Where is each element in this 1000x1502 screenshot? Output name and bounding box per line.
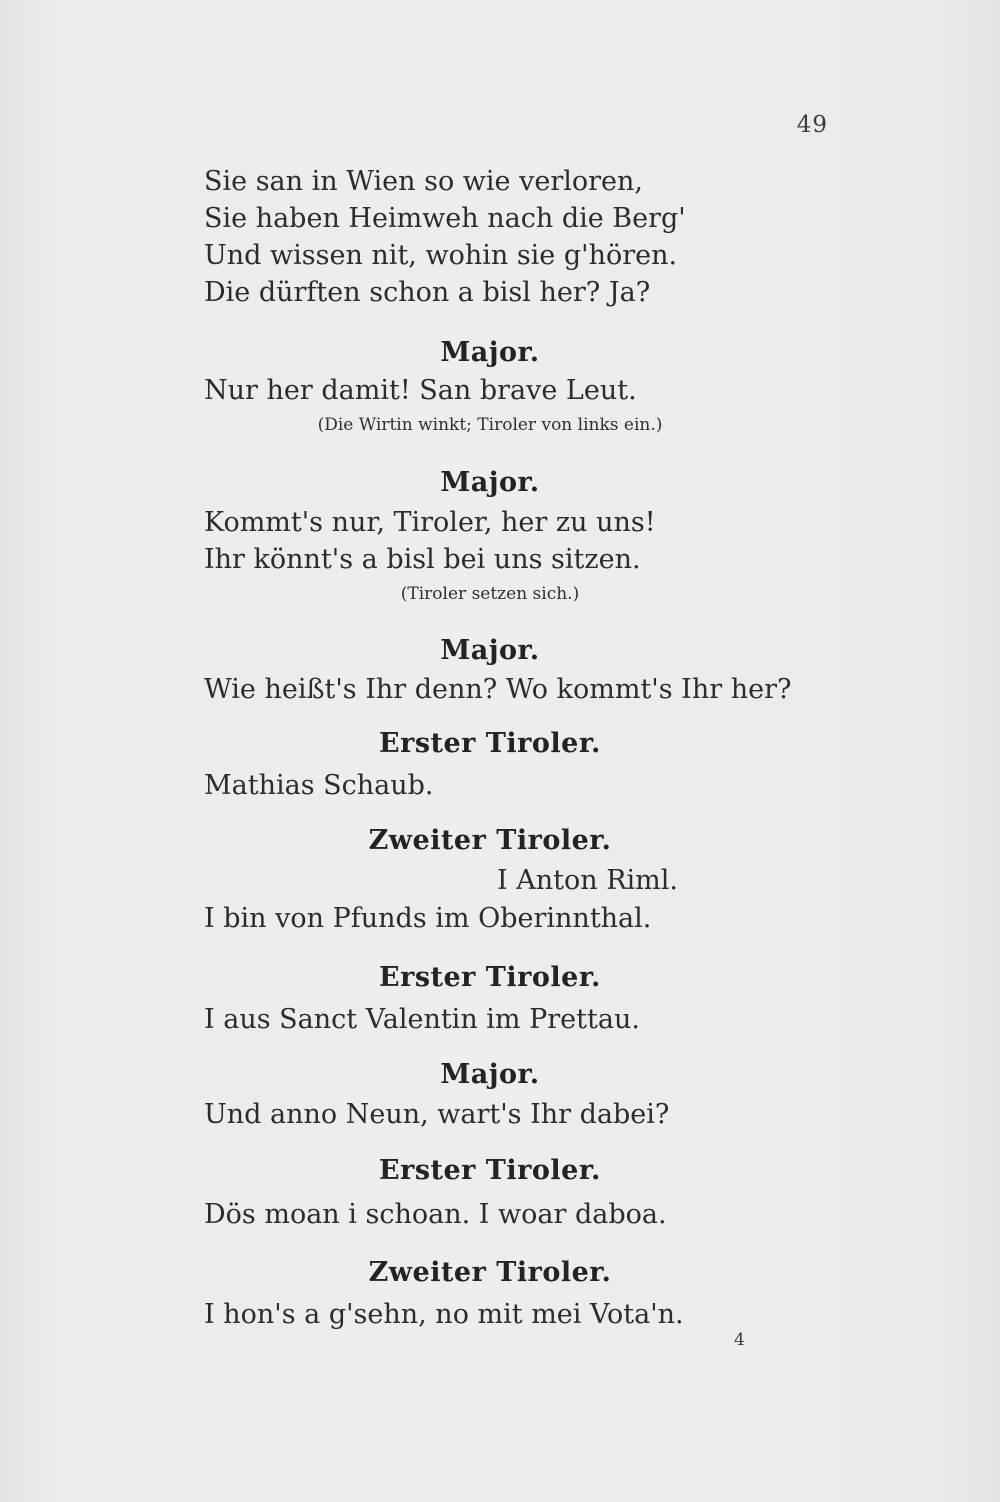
speaker-heading-major: Major. — [440, 635, 540, 666]
dialogue-line: I bin von Pfunds im Oberinnthal. — [204, 903, 652, 934]
dialogue-line: I aus Sanct Valentin im Prettau. — [204, 1004, 640, 1035]
speaker-heading-zweiter-tiroler: Zweiter Tiroler. — [368, 1257, 612, 1288]
verse-line: Die dürften schon a bisl her? Ja? — [204, 277, 651, 308]
dialogue-line: Mathias Schaub. — [204, 770, 434, 801]
stage-direction: (Die Wirtin winkt; Tiroler von links ein.) — [317, 415, 663, 435]
dialogue-line: Dös moan i schoan. I woar daboa. — [204, 1199, 667, 1230]
stage-direction: (Tiroler setzen sich.) — [400, 584, 580, 604]
verse-line: Und wissen nit, wohin sie g'hören. — [204, 240, 678, 271]
dialogue-line: Ihr könnt's a bisl bei uns sitzen. — [204, 544, 641, 575]
speaker-heading-major: Major. — [440, 467, 540, 498]
dialogue-line: I Anton Riml. — [497, 865, 678, 896]
page-number: 49 — [796, 112, 828, 138]
signature-mark: 4 — [734, 1330, 745, 1350]
verse-line: Sie san in Wien so wie verloren, — [204, 166, 643, 197]
dialogue-line: Und anno Neun, wart's Ihr dabei? — [204, 1099, 670, 1130]
speaker-heading-major: Major. — [440, 1059, 540, 1090]
speaker-heading-erster-tiroler: Erster Tiroler. — [379, 1155, 601, 1186]
dialogue-line: I hon's a g'sehn, no mit mei Vota'n. — [204, 1299, 684, 1330]
speaker-heading-erster-tiroler: Erster Tiroler. — [379, 962, 601, 993]
dialogue-line: Kommt's nur, Tiroler, her zu uns! — [204, 507, 656, 538]
dialogue-line: Wie heißt's Ihr denn? Wo kommt's Ihr her? — [204, 674, 792, 705]
speaker-heading-erster-tiroler: Erster Tiroler. — [379, 728, 601, 759]
speaker-heading-zweiter-tiroler: Zweiter Tiroler. — [368, 825, 612, 856]
speaker-heading-major: Major. — [440, 337, 540, 368]
verse-line: Sie haben Heimweh nach die Berg' — [204, 203, 686, 234]
dialogue-line: Nur her damit! San brave Leut. — [204, 375, 637, 406]
